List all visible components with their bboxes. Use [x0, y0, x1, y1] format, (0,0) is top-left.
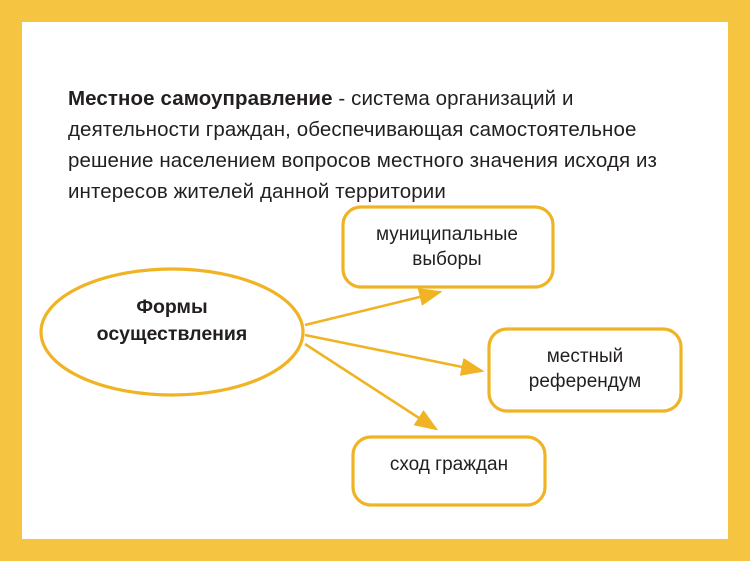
edge-root-to-box2 [305, 335, 482, 371]
node-box3-shape[interactable] [353, 437, 545, 505]
node-box3-label-line1: сход граждан [389, 454, 509, 475]
node-box1-label-line1: муниципальные [376, 224, 518, 245]
node-box1-shape[interactable] [343, 207, 553, 287]
node-root-label-line1: Формы [136, 296, 208, 318]
definition-term: Местное самоуправление [68, 86, 333, 110]
node-box2-label-line2: референдум [528, 371, 642, 392]
definition-body: - система организаций и деятельности граждан, обеспечивающая самостоятельное решение населением вопросов местного значения исходя из интересов жителей данной территории [68, 86, 658, 203]
slide-canvas [22, 22, 728, 539]
node-box1-label-line2: выборы [412, 249, 482, 270]
edge-root-to-box1 [305, 292, 440, 325]
node-root-label-line2: осуществления [96, 323, 248, 345]
diagram-graphic [22, 22, 728, 539]
node-box2-label-line1: местный [546, 346, 624, 367]
node-root-ellipse[interactable] [41, 269, 303, 395]
node-box2-shape[interactable] [489, 329, 681, 411]
